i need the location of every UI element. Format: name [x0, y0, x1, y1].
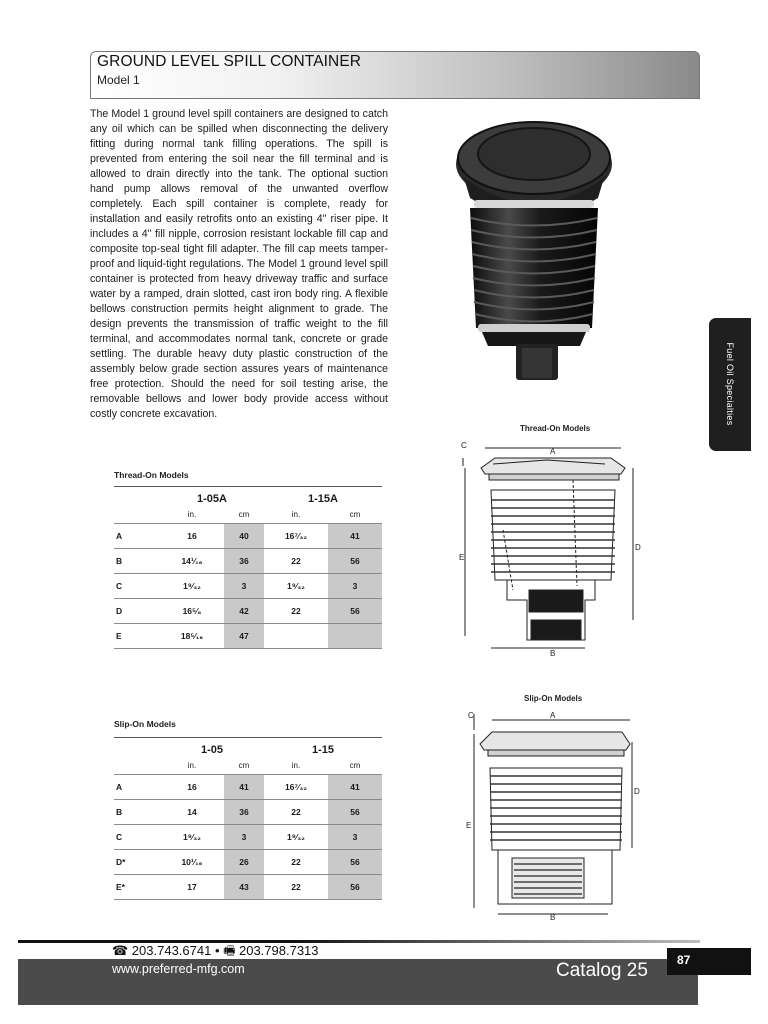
- cell: 10¹⁄₁₆: [160, 850, 224, 875]
- dim-b-label-slip: B: [550, 913, 556, 922]
- model-header: 1-05A: [197, 493, 227, 505]
- cell: 3: [224, 574, 264, 599]
- unit-header: in.: [264, 505, 328, 524]
- row-label: E*: [114, 875, 160, 900]
- cell: 16⁷⁄₃₂: [264, 775, 328, 800]
- table-row: [114, 800, 382, 825]
- table-row: [114, 875, 382, 900]
- unit-header: cm: [224, 756, 264, 775]
- cell: 26: [224, 850, 264, 875]
- table-row: [114, 574, 382, 599]
- model-header: 1-05: [200, 744, 224, 756]
- slip-on-drawing: [462, 708, 658, 922]
- thread-on-drawing: [455, 440, 655, 658]
- dim-d-label-slip: D: [634, 787, 640, 796]
- model-header: 1-15A: [308, 493, 338, 505]
- table-row: [114, 850, 382, 875]
- cell: 1⁹⁄₃₂: [160, 574, 224, 599]
- cell: 16⁵⁄₈: [160, 599, 224, 624]
- cell: 16⁷⁄₃₂: [264, 524, 328, 549]
- slip-on-table: [114, 737, 382, 900]
- page-number: 87: [677, 953, 691, 967]
- cell: 56: [328, 875, 382, 900]
- row-label: A: [114, 524, 160, 549]
- page-title: GROUND LEVEL SPILL CONTAINER: [97, 53, 362, 70]
- cell: 56: [328, 549, 382, 574]
- cell: 22: [264, 549, 328, 574]
- cell: 41: [328, 524, 382, 549]
- cell: 3: [328, 574, 382, 599]
- cell: 22: [264, 875, 328, 900]
- cell: 22: [264, 599, 328, 624]
- table-row: [114, 599, 382, 624]
- cell: 41: [328, 775, 382, 800]
- unit-header: cm: [328, 505, 382, 524]
- thread-on-drawing-title: Thread-On Models: [520, 424, 591, 433]
- page-number-box: [667, 948, 751, 975]
- page-subtitle: Model 1: [97, 73, 140, 87]
- cell: 3: [328, 825, 382, 850]
- row-label: D: [114, 599, 160, 624]
- cell: 22: [264, 800, 328, 825]
- thread-on-table-title: Thread-On Models: [114, 470, 189, 480]
- intro-paragraph: The Model 1 ground level spill containers are designed to catch any oil which can be spilled when disconnecting the delivery fitting during normal tank filling operations. The spill is prevented from entering the soil near the fill terminal and is allowed to drain directly into the tank. The optional suction hand pump allows removal of the unwanted overflow completely. Each spill container is complete, ready for installation and easily retrofits onto an existing 4" riser pipe. It includes a 4" fill nipple, corrosion resistant lockable fill cap and composite top-seal tight fill adapter. The fill cap meets tamper-proof and liquid-tight regulations. The Model 1 ground level spill container is protected from heavy driveway traffic and surface water by a ramped, drain slotted, cast iron body ring. A flexible bellows construction permits height alignment to grade. The design prevents the transmission of traffic weight to the fill terminal, and accommodates normal tank, concrete or grade settling. The durable heavy duty plastic construction of the assembly below grade section assures years of maintenance free protection. Should the need for soil testing arise, the removable bellows and lower body provide access without costly concrete excavation.: [90, 108, 388, 420]
- table-row: [114, 624, 382, 649]
- cell: 14¹⁄₁₆: [160, 549, 224, 574]
- dim-c-label: C: [461, 441, 467, 450]
- row-label: D*: [114, 850, 160, 875]
- row-label: E: [114, 624, 160, 649]
- cell: 47: [224, 624, 264, 649]
- product-photo: [452, 118, 616, 386]
- dim-e-label: E: [459, 553, 465, 562]
- slip-on-drawing-title: Slip-On Models: [524, 694, 583, 703]
- table-row: [114, 549, 382, 574]
- cell: 14: [160, 800, 224, 825]
- table-row: [114, 775, 382, 800]
- footer-phone-fax: ☎ 203.743.6741 • 🖷 203.798.7313: [112, 943, 319, 958]
- table-row: [114, 524, 382, 549]
- cell: 36: [224, 800, 264, 825]
- row-label: C: [114, 825, 160, 850]
- cell: 42: [224, 599, 264, 624]
- table-row: [114, 825, 382, 850]
- row-label: A: [114, 775, 160, 800]
- section-tab[interactable]: [709, 318, 751, 451]
- dim-c-label-slip: C: [468, 711, 474, 720]
- row-label: B: [114, 800, 160, 825]
- unit-header: cm: [224, 505, 264, 524]
- dim-b-label: B: [550, 649, 556, 658]
- cell: 3: [224, 825, 264, 850]
- footer-category: Fuel Oil Specialties: [537, 942, 644, 956]
- slip-on-table-title: Slip-On Models: [114, 719, 176, 729]
- cell: [328, 624, 382, 649]
- footer-catalog: Catalog 25: [556, 960, 648, 981]
- dim-d-label: D: [635, 543, 641, 552]
- cell: [264, 624, 328, 649]
- unit-header: cm: [328, 756, 382, 775]
- cell: 36: [224, 549, 264, 574]
- cell: 1⁹⁄₃₂: [264, 825, 328, 850]
- cell: 22: [264, 850, 328, 875]
- cell: 40: [224, 524, 264, 549]
- cell: 16: [160, 524, 224, 549]
- unit-header: in.: [160, 505, 224, 524]
- dim-a-label-slip: A: [550, 711, 556, 720]
- model-header: 1-15: [311, 744, 335, 756]
- cell: 1⁹⁄₃₂: [160, 825, 224, 850]
- cell: 1⁹⁄₃₂: [264, 574, 328, 599]
- row-label: B: [114, 549, 160, 574]
- row-label: C: [114, 574, 160, 599]
- dim-a-label: A: [550, 447, 556, 456]
- cell: 56: [328, 850, 382, 875]
- cell: 43: [224, 875, 264, 900]
- cell: 41: [224, 775, 264, 800]
- cell: 56: [328, 800, 382, 825]
- unit-header: in.: [264, 756, 328, 775]
- cell: 56: [328, 599, 382, 624]
- dim-e-label-slip: E: [466, 821, 472, 830]
- footer-website-link[interactable]: www.preferred-mfg.com: [112, 962, 245, 976]
- unit-header: in.: [160, 756, 224, 775]
- header-bar: [90, 51, 700, 99]
- section-tab-label: Fuel Oil Specialties: [725, 342, 735, 426]
- cell: 16: [160, 775, 224, 800]
- thread-on-table: [114, 486, 382, 649]
- cell: 17: [160, 875, 224, 900]
- cell: 18⁵⁄₁₆: [160, 624, 224, 649]
